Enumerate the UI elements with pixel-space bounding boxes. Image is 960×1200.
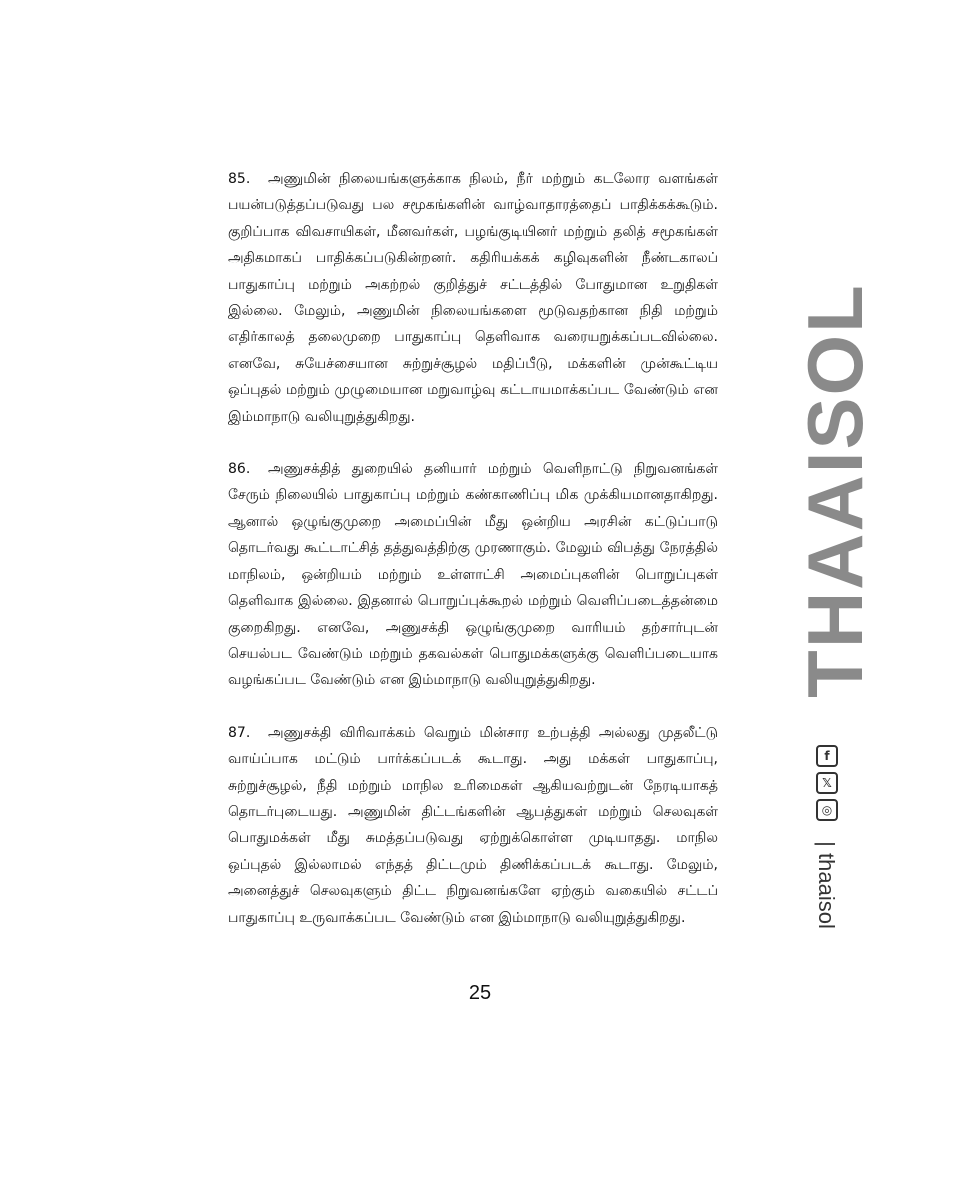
social-strip bbox=[806, 745, 846, 945]
x-icon: 𝕏 bbox=[816, 772, 838, 794]
paragraph-86 bbox=[228, 456, 718, 694]
facebook-icon: f bbox=[816, 745, 838, 767]
brand-wordmark-text: THAAISOL bbox=[790, 282, 879, 698]
document-body bbox=[228, 166, 718, 957]
paragraph-87 bbox=[228, 720, 718, 931]
paragraph-text: அணுசக்தி விரிவாக்கம் வெறும் மின்சார உற்பத்தி அல்லது முதலீட்டு வாய்ப்பாக மட்டும் பார்க்கப்படக் கூடாது. அது மக்கள் பாதுகாப்பு, சுற்றுச்சூழல், நீதி மற்றும் மாநில உரிமைகள் ஆகியவற்றுடன் நேரடியாகத் தொடர்புடையது. அணுமின் திட்டங்களின் ஆபத்துகள் மற்றும் செலவுகள் பொதுமக்கள் மீது சுமத்தப்படுவது ஏற்றுக்கொள்ள முடியாதது. மாநில ஒப்புதல் இல்லாமல் எந்தத் திட்டமும் திணிக்கப்படக் கூடாது. மேலும், அனைத்துச் செலவுகளும் திட்ட நிறுவனங்களே ஏற்கும் வகையில் சட்டப் பாதுகாப்பு உருவாக்கப்பட வேண்டும் என இம்மாநாடு வலியுறுத்துகிறது. bbox=[228, 724, 718, 926]
instagram-icon: ◎ bbox=[816, 799, 838, 821]
social-handle-text: | thaaisol bbox=[814, 841, 839, 929]
social-handle bbox=[806, 825, 846, 945]
page-number: 25 bbox=[468, 982, 492, 1004]
paragraph-number: 85. bbox=[228, 171, 251, 187]
paragraph-text: அணுமின் நிலையங்களுக்காக நிலம், நீர் மற்றும் கடலோர வளங்கள் பயன்படுத்தப்படுவது பல சமூகங்களின் வாழ்வாதாரத்தைப் பாதிக்கக்கூடும். குறிப்பாக விவசாயிகள், மீனவர்கள், பழங்குடியினர் மற்றும் தலித் சமூகங்கள் அதிகமாகப் பாதிக்கப்படுகின்றனர். கதிரியக்கக் கழிவுகளின் நீண்டகாலப் பாதுகாப்பு மற்றும் அகற்றல் குறித்துச் சட்டத்தில் போதுமான உறுதிகள் இல்லை. மேலும், அணுமின் நிலையங்களை மூடுவதற்கான நிதி மற்றும் எதிர்காலத் தலைமுறை பாதுகாப்பு தெளிவாக வரையறுக்கப்படவில்லை. எனவே, சுயேச்சையான சுற்றுச்சூழல் மதிப்பீடு, மக்களின் முன்கூட்டிய ஒப்புதல் மற்றும் முழுமையான மறுவாழ்வு கட்டாயமாக்கப்பட வேண்டும் என இம்மாநாடு வலியுறுத்துகிறது. bbox=[228, 171, 718, 425]
paragraph-number: 87. bbox=[228, 724, 251, 741]
social-icons bbox=[816, 745, 838, 821]
brand-wordmark bbox=[790, 282, 879, 698]
paragraph-text: அணுசக்தித் துறையில் தனியார் மற்றும் வெளிநாட்டு நிறுவனங்கள் சேரும் நிலையில் பாதுகாப்பு மற்றும் கண்காணிப்பு மிக முக்கியமானதாகிறது. ஆனால் ஒழுங்குமுறை அமைப்பின் மீது ஒன்றிய அரசின் கட்டுப்பாடு தொடர்வது கூட்டாட்சித் தத்துவத்திற்கு முரணாகும். மேலும் விபத்து நேரத்தில் மாநிலம், ஒன்றியம் மற்றும் உள்ளாட்சி அமைப்புகளின் பொறுப்புகள் தெளிவாக இல்லை. இதனால் பொறுப்புக்கூறல் மற்றும் வெளிப்படைத்தன்மை குறைகிறது. எனவே, அணுசக்தி ஒழுங்குமுறை வாரியம் தற்சார்புடன் செயல்பட வேண்டும் மற்றும் தகவல்கள் பொதுமக்களுக்கு வெளிப்படையாக வழங்கப்பட வேண்டும் என இம்மாநாடு வலியுறுத்துகிறது. bbox=[228, 461, 718, 689]
paragraph-number: 86. bbox=[228, 461, 251, 478]
paragraph-85 bbox=[228, 166, 718, 430]
